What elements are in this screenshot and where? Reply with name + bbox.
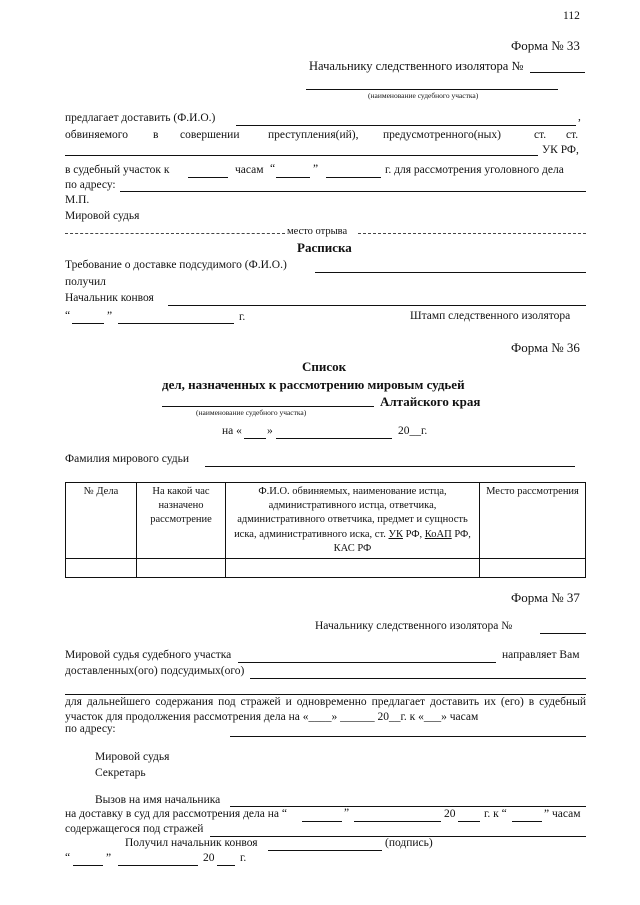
form33-line2-w0: обвиняемого [65,129,128,141]
form36-date-prefix: на « [222,425,242,437]
form37-detained: содержащегося под стражей [65,823,204,835]
form36-day-field[interactable] [244,438,266,439]
table-cell[interactable] [66,558,137,577]
form37-summons-field[interactable] [230,806,586,807]
form33-line3-c: г. для рассмотрения уголовного дела [385,164,564,176]
form36-region: Алтайского края [380,394,481,409]
tear-line-left [65,233,285,234]
form33-address-field[interactable] [120,191,586,192]
form33-line2-end: УК РФ, [542,144,579,156]
receipt-convoy: Начальник конвоя [65,292,154,304]
cases-col-hour: На какой час назначено рассмотрение [137,483,226,559]
form33-court-caption: (наименование судебного участка) [368,91,479,100]
form33-line2-w3: преступления(ий), [268,129,359,141]
form37-date-year-field[interactable] [217,865,235,866]
form37-delivery-year-field[interactable] [458,821,480,822]
table-row[interactable] [66,558,586,577]
form36-title: Форма № 36 [511,340,580,355]
form33-sizo-number-field[interactable] [530,72,585,73]
receipt-title: Расписка [297,240,352,255]
form33-line2-w2: совершении [180,129,240,141]
form37-convoy-field[interactable] [268,850,382,851]
form33-line1: предлагает доставить (Ф.И.О.) [65,112,216,124]
form33-addressee: Начальнику следственного изолятора № [309,59,524,73]
form36-date-suffix: 20__г. [398,425,428,437]
form37-secretary: Секретарь [95,767,146,779]
form36-date-mid: » [267,425,273,437]
form37-signature: (подпись) [385,837,433,849]
form33-line2-w6: ст. [566,129,579,141]
form37-delivery: на доставку в суд для рассмотрения дела на “ [65,808,287,820]
table-cell[interactable] [137,558,226,577]
form33-line3-b: часам [235,164,264,176]
table-cell[interactable] [226,558,480,577]
form33-stamp-mp: М.П. [65,194,90,206]
form33-fio-field[interactable] [236,125,576,126]
cases-col-place: Место рассмотрения [480,483,586,559]
form33-line2-w5: ст. [534,129,547,141]
form36-heading1: Список [302,359,347,374]
form37-date-month-field[interactable] [118,865,198,866]
form33-line3-a: в судебный участок к [65,164,170,176]
form33-title: Форма № 33 [511,38,580,53]
receipt-date-q1: “ [65,310,71,322]
form33-line3-q2: ” [313,163,319,175]
form37-addressee: Начальнику следственного изолятора № [315,620,513,632]
form37-court-field[interactable] [238,662,496,663]
form37-delivery-hour-field[interactable] [512,821,542,822]
form33-hour-field[interactable] [188,177,228,178]
form33-articles-field[interactable] [65,155,538,156]
form37-sends: направляет Вам [502,649,580,661]
form37-summons: Вызов на имя начальника [95,794,221,806]
form37-defendants-field[interactable] [250,678,586,679]
form37-delivery-month-field[interactable] [354,821,441,822]
form33-judge: Мировой судья [65,210,140,222]
form37-delivered: доставленных(ого) подсудимых(ого) [65,665,245,677]
receipt-day-field[interactable] [72,323,104,324]
form37-date-g: г. [240,852,247,864]
form37-convoy-received: Получил начальник конвоя [125,837,258,849]
tear-off-label: место отрыва [287,226,348,237]
form37-paragraph: для дальнейшего содержания под стражей и одновременно предлагает доставить их (его) в судебный участок для продолжения рассмотрения дела на «____» ______ 20__г. к «___» часам [65,696,586,723]
form33-address-label: по адресу: [65,179,116,191]
cases-table [65,482,586,578]
form37-address-label: по адресу: [65,723,116,735]
cases-col-parties-koap: КоАП [424,528,452,540]
receipt-convoy-field[interactable] [168,305,586,306]
form37-delivery-g: г. к “ [484,808,507,820]
cases-col-parties-text: Ф.И.О. обвиняемых, наименование истца, административного истца, ответчика, административного ответчика, предмет и сущность иска, административного иска, ст. [234,486,468,540]
form37-delivery-q2: ” [344,807,350,819]
form33-day-field[interactable] [276,177,310,178]
form37-judge-line: Мировой судья судебного участка [65,649,232,661]
form36-judge-name-field[interactable] [205,466,575,467]
form37-judge: Мировой судья [95,751,170,763]
form37-delivery-year: 20 [444,808,456,820]
receipt-month-field[interactable] [118,323,234,324]
form33-line3-q1: “ [270,163,276,175]
form33-line1-end: , [578,111,581,123]
receipt-fio-field[interactable] [315,272,586,273]
form37-date-q1: “ [65,852,71,864]
form36-court-caption: (наименование судебного участка) [196,408,307,417]
cases-col-number: № Дела [66,483,137,559]
form37-title: Форма № 37 [511,590,580,605]
receipt-date-q2: ” [107,310,113,322]
tear-line-right [358,233,586,234]
receipt-date-year: г. [239,311,246,323]
page-number: 112 [563,10,580,22]
cases-col-parties [226,483,480,559]
form36-month-field[interactable] [276,438,392,439]
form36-heading2: дел, назначенных к рассмотрению мировым судьей [162,377,465,392]
cases-col-parties-uk: УК [388,528,403,540]
form36-judge-name-label: Фамилия мирового судьи [65,453,189,465]
table-cell[interactable] [480,558,586,577]
cases-col-parties-rest: РФ, КАС РФ [333,528,471,554]
receipt-received: получил [65,276,106,288]
receipt-stamp: Штамп следственного изолятора [410,310,571,322]
form37-date-day-field[interactable] [73,865,103,866]
form36-court-field[interactable] [162,406,374,407]
form37-date-year: 20 [203,852,215,864]
form37-sizo-number-field[interactable] [540,633,586,634]
form37-delivery-hours: ” часам [544,808,581,820]
form33-month-field[interactable] [326,177,381,178]
form33-line2-w4: предусмотренного(ных) [383,129,501,141]
cases-col-parties-rf: РФ, [405,528,423,540]
receipt-request: Требование о доставке подсудимого (Ф.И.О.) [65,259,287,271]
form37-date-q2: ” [106,852,112,864]
form33-line2-w1: в [153,129,159,141]
form37-address-field[interactable] [230,736,586,737]
form33-court-field[interactable] [306,89,558,90]
form37-delivery-day-field[interactable] [302,821,342,822]
